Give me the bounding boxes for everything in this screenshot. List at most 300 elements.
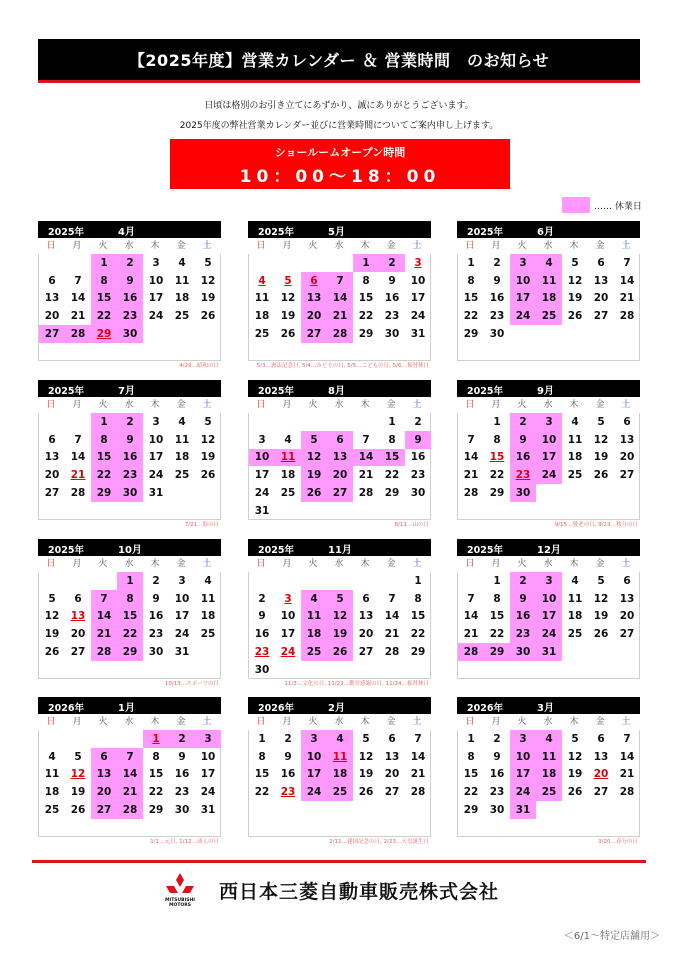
day-cell: 6 [362,592,370,605]
weekday-label: 日 [465,400,475,410]
day-grid [248,572,431,679]
day-cell: 4 [571,415,579,428]
legend-label: …… 休業日 [594,201,642,212]
day-cell: 28 [410,786,426,799]
closed-day-cell: 3 [536,572,562,590]
closed-day-cell: 8 [117,590,143,608]
day-grid [38,413,221,520]
day-cell: 13 [44,292,60,305]
weekday-label: 金 [386,241,396,251]
day-cell: 23 [148,628,164,641]
day-cell: 24 [174,628,190,641]
weekday-label: 土 [621,400,631,410]
closed-day-cell: 25 [536,307,562,325]
closed-day-cell: 22 [117,625,143,643]
month-name: 8月 [328,386,345,397]
month-year: 2025年 [258,545,294,556]
month-name: 4月 [118,227,135,238]
weekday-label: 土 [412,241,422,251]
day-cell: 29 [148,804,164,817]
day-cell: 12 [200,433,216,446]
closed-day-cell: 10 [510,748,536,766]
weekday-label: 月 [282,241,292,251]
empty-cell [327,572,353,590]
closed-day-cell: 23 [117,466,143,484]
day-cell: 22 [358,310,374,323]
closed-day-cell: 10 [536,590,562,608]
closed-day-cell: 6 [301,272,327,290]
weekday-label: 土 [202,717,212,727]
month-header [457,539,640,556]
empty-cell [301,413,327,431]
closed-day-cell: 17 [510,290,536,308]
closed-day-cell: 10 [301,748,327,766]
closed-day-cell: 7 [91,590,117,608]
closed-day-cell: 18 [327,766,353,784]
empty-cell [353,572,379,590]
closed-day-cell: 9 [510,590,536,608]
day-cell: 25 [200,628,216,641]
month-header [457,380,640,397]
closed-day-cell: 2 [117,254,143,272]
day-cell: 16 [489,292,505,305]
month-year: 2025年 [258,227,294,238]
weekday-label: 水 [124,400,134,410]
day-cell: 17 [254,469,270,482]
month-header [248,380,431,397]
weekday-label: 日 [46,559,56,569]
weekday-row [457,238,640,254]
month-calendar [248,697,431,845]
day-cell: 11 [567,433,583,446]
month-year: 2025年 [48,545,84,556]
day-cell: 1 [258,732,266,745]
day-cell: 31 [254,504,270,517]
day-cell: 11 [567,592,583,605]
day-cell: 31 [410,328,426,341]
day-cell: 26 [567,786,583,799]
day-cell: 24 [254,487,270,500]
day-cell: 16 [410,451,426,464]
empty-cell [458,572,484,590]
day-cell: 31 [148,487,164,500]
closed-day-cell: 30 [117,484,143,502]
day-cell: 6 [597,256,605,269]
day-cell: 10 [410,274,426,287]
weekday-label: 金 [595,717,605,727]
empty-cell [117,730,143,748]
closed-day-cell: 15 [91,449,117,467]
closed-day-cell: 17 [301,766,327,784]
day-cell: 24 [200,786,216,799]
month-calendar [38,697,221,845]
month-name: 2月 [328,703,345,714]
day-cell: 6 [388,732,396,745]
day-cell: 6 [597,732,605,745]
closed-day-cell: 4 [536,730,562,748]
day-cell: 27 [593,310,609,323]
day-cell: 28 [463,487,479,500]
closed-day-cell: 15 [91,290,117,308]
weekday-label: 水 [543,400,553,410]
closed-day-cell: 6 [327,431,353,449]
closed-day-cell: 13 [91,766,117,784]
day-cell: 2 [284,732,292,745]
day-cell: 5 [284,274,292,287]
day-cell: 17 [410,292,426,305]
closed-day-cell: 14 [117,766,143,784]
day-cell: 19 [200,292,216,305]
closed-day-cell: 11 [327,748,353,766]
day-cell: 14 [410,750,426,763]
day-cell: 29 [463,804,479,817]
day-cell: 27 [619,469,635,482]
day-cell: 27 [70,646,86,659]
day-cell: 22 [489,469,505,482]
day-cell: 26 [44,646,60,659]
day-cell: 28 [358,487,374,500]
day-cell: 9 [284,750,292,763]
closed-day-cell: 23 [117,307,143,325]
day-cell: 6 [623,574,631,587]
closed-day-cell: 21 [91,625,117,643]
closed-day-cell: 29 [484,643,510,661]
holiday-note: 7/21…海の日 [184,522,219,528]
closed-day-cell: 18 [536,766,562,784]
weekday-label: 日 [465,717,475,727]
day-grid [38,730,221,837]
day-cell: 18 [200,610,216,623]
day-cell: 8 [362,274,370,287]
day-cell: 23 [254,646,270,659]
holiday-note: 10/13…スポーツの日 [164,681,219,687]
day-cell: 18 [254,310,270,323]
day-cell: 1 [467,732,475,745]
day-cell: 16 [254,628,270,641]
day-cell: 14 [619,274,635,287]
closed-day-cell: 5 [327,590,353,608]
day-cell: 20 [358,628,374,641]
day-cell: 2 [258,592,266,605]
day-cell: 26 [200,310,216,323]
day-cell: 22 [463,310,479,323]
month-calendar [457,221,640,361]
day-cell: 21 [410,768,426,781]
weekday-row [38,714,221,730]
day-cell: 13 [384,750,400,763]
day-cell: 15 [489,451,505,464]
logo-text: MITSUBISHI MOTORS [165,898,195,908]
month-year: 2025年 [467,545,503,556]
closed-day-cell: 29 [91,484,117,502]
day-cell: 19 [280,310,296,323]
closed-day-cell: 12 [301,449,327,467]
day-cell: 26 [593,628,609,641]
day-cell: 26 [567,310,583,323]
day-cell: 16 [174,768,190,781]
holiday-note: 8/11…山の日 [394,522,429,528]
day-cell: 2 [152,574,160,587]
day-cell: 14 [70,292,86,305]
closed-day-cell: 28 [117,801,143,819]
day-cell: 7 [467,592,475,605]
weekday-label: 月 [72,241,82,251]
closed-day-cell: 1 [91,254,117,272]
day-cell: 29 [410,646,426,659]
weekday-label: 水 [543,717,553,727]
weekday-label: 金 [386,717,396,727]
closed-day-cell: 10 [510,272,536,290]
day-cell: 6 [48,433,56,446]
day-cell: 16 [489,768,505,781]
day-cell: 15 [148,768,164,781]
empty-cell [327,413,353,431]
closed-day-cell: 20 [301,307,327,325]
weekday-label: 土 [202,559,212,569]
closed-day-cell: 17 [510,766,536,784]
day-cell: 10 [148,274,164,287]
intro-line-1: 日頃は格別のお引き立てにあずかり、誠にありがとうございます。 [204,101,474,111]
day-cell: 24 [280,646,296,659]
closed-day-cell: 30 [510,484,536,502]
closed-day-cell: 25 [301,643,327,661]
empty-cell [91,572,117,590]
closed-day-cell: 2 [379,254,405,272]
day-cell: 3 [258,433,266,446]
weekday-label: 日 [465,241,475,251]
closed-day-cell: 10 [249,449,275,467]
closed-day-cell: 11 [536,272,562,290]
closed-day-cell: 8 [91,272,117,290]
day-cell: 19 [200,451,216,464]
closed-day-cell: 24 [301,783,327,801]
day-cell: 21 [619,768,635,781]
closed-day-cell: 15 [117,608,143,626]
month-name: 7月 [118,386,135,397]
day-cell: 18 [567,610,583,623]
weekday-label: 金 [176,717,186,727]
month-calendar [248,380,431,528]
empty-cell [275,254,301,272]
closed-day-cell: 25 [536,783,562,801]
month-calendar [457,380,640,528]
day-cell: 25 [174,469,190,482]
weekday-label: 木 [569,241,579,251]
day-cell: 30 [489,804,505,817]
weekday-label: 水 [543,241,553,251]
month-year: 2025年 [48,227,84,238]
day-cell: 4 [48,750,56,763]
closed-day-cell: 8 [91,431,117,449]
day-cell: 25 [280,487,296,500]
weekday-label: 金 [595,400,605,410]
day-cell: 22 [254,786,270,799]
day-cell: 19 [567,292,583,305]
month-calendar [38,380,221,528]
closed-day-cell: 9 [405,431,431,449]
closed-day-cell: 27 [91,801,117,819]
day-cell: 2 [493,256,501,269]
closed-day-cell: 18 [301,625,327,643]
day-grid [248,413,431,520]
day-cell: 20 [70,628,86,641]
footer-divider [32,860,646,863]
empty-cell [91,730,117,748]
day-cell: 9 [258,610,266,623]
day-cell: 11 [200,592,216,605]
month-year: 2025年 [258,386,294,397]
weekday-label: 土 [621,559,631,569]
month-year: 2026年 [467,703,503,714]
weekday-label: 月 [491,717,501,727]
month-name: 1月 [118,703,135,714]
day-cell: 26 [200,469,216,482]
month-header [38,539,221,556]
day-cell: 4 [284,433,292,446]
closed-day-cell: 14 [91,608,117,626]
empty-cell [39,413,65,431]
day-cell: 9 [493,750,501,763]
closed-day-cell: 21 [117,783,143,801]
day-cell: 17 [174,610,190,623]
day-cell: 25 [174,310,190,323]
empty-cell [39,730,65,748]
day-cell: 11 [174,274,190,287]
closed-day-cell: 6 [91,748,117,766]
day-cell: 7 [623,732,631,745]
closed-day-cell: 4 [536,254,562,272]
day-cell: 3 [152,415,160,428]
day-cell: 27 [593,786,609,799]
weekday-label: 火 [517,717,527,727]
weekday-label: 日 [256,717,266,727]
month-year: 2026年 [258,703,294,714]
holiday-note: 1/1…元日, 1/12…成人の日 [150,839,219,845]
day-cell: 15 [489,610,505,623]
month-header [457,221,640,238]
day-cell: 17 [200,768,216,781]
weekday-row [38,397,221,413]
weekday-row [38,238,221,254]
day-cell: 5 [571,256,579,269]
closed-day-cell: 14 [327,290,353,308]
weekday-label: 水 [334,559,344,569]
day-cell: 27 [384,786,400,799]
month-year: 2026年 [48,703,84,714]
day-cell: 12 [358,750,374,763]
weekday-label: 火 [308,559,318,569]
weekday-label: 月 [491,400,501,410]
weekday-label: 火 [517,400,527,410]
day-cell: 27 [358,646,374,659]
empty-cell [249,413,275,431]
month-year: 2025年 [48,386,84,397]
day-cell: 23 [489,786,505,799]
day-cell: 3 [284,592,292,605]
day-cell: 11 [174,433,190,446]
day-cell: 14 [463,451,479,464]
day-cell: 9 [178,750,186,763]
weekday-label: 日 [256,400,266,410]
month-name: 11月 [328,545,352,556]
empty-cell [65,730,91,748]
holiday-note: 3/20…春分の日 [598,839,638,845]
closed-day-cell: 27 [301,325,327,343]
weekday-row [248,238,431,254]
weekday-label: 日 [46,717,56,727]
closed-day-cell: 13 [301,290,327,308]
month-calendar [457,539,640,679]
closed-day-cell: 3 [510,254,536,272]
day-cell: 5 [204,256,212,269]
closed-day-cell: 31 [536,643,562,661]
day-cell: 2 [414,415,422,428]
empty-cell [301,572,327,590]
day-cell: 13 [593,750,609,763]
day-cell: 23 [174,786,190,799]
month-year: 2025年 [467,386,503,397]
day-cell: 27 [44,487,60,500]
closed-day-cell: 3 [510,730,536,748]
empty-cell [301,254,327,272]
day-cell: 12 [567,274,583,287]
day-cell: 20 [384,768,400,781]
closed-day-cell: 31 [510,801,536,819]
closed-day-cell: 18 [536,290,562,308]
day-cell: 18 [567,451,583,464]
closed-day-cell: 28 [65,325,91,343]
day-cell: 20 [44,469,60,482]
day-cell: 16 [148,610,164,623]
day-cell: 22 [463,786,479,799]
closed-day-cell: 1 [91,413,117,431]
weekday-label: 土 [412,400,422,410]
day-cell: 18 [44,786,60,799]
closed-day-cell: 2 [117,413,143,431]
weekday-label: 火 [308,717,318,727]
month-year: 2025年 [467,227,503,238]
day-cell: 25 [567,469,583,482]
day-cell: 3 [178,574,186,587]
weekday-label: 月 [491,559,501,569]
day-cell: 21 [384,628,400,641]
day-cell: 10 [280,610,296,623]
day-cell: 31 [174,646,190,659]
empty-cell [39,254,65,272]
day-cell: 26 [358,786,374,799]
closed-day-cell: 28 [91,643,117,661]
day-cell: 16 [280,768,296,781]
weekday-label: 水 [124,241,134,251]
day-cell: 12 [70,768,86,781]
closed-day-cell: 29 [117,643,143,661]
closed-day-cell: 30 [117,325,143,343]
day-cell: 18 [174,292,190,305]
store-note: ＜6/1～特定店舗用＞ [563,931,660,942]
day-cell: 12 [593,433,609,446]
closed-day-cell: 4 [327,730,353,748]
weekday-label: 月 [282,559,292,569]
day-cell: 8 [152,750,160,763]
day-cell: 22 [384,469,400,482]
day-cell: 21 [619,292,635,305]
day-cell: 7 [414,732,422,745]
day-grid [248,254,431,361]
page-title: 【2025年度】営業カレンダー ＆ 営業時間 のお知らせ [38,39,640,83]
day-cell: 19 [358,768,374,781]
closed-day-cell: 22 [91,466,117,484]
weekday-label: 日 [256,559,266,569]
